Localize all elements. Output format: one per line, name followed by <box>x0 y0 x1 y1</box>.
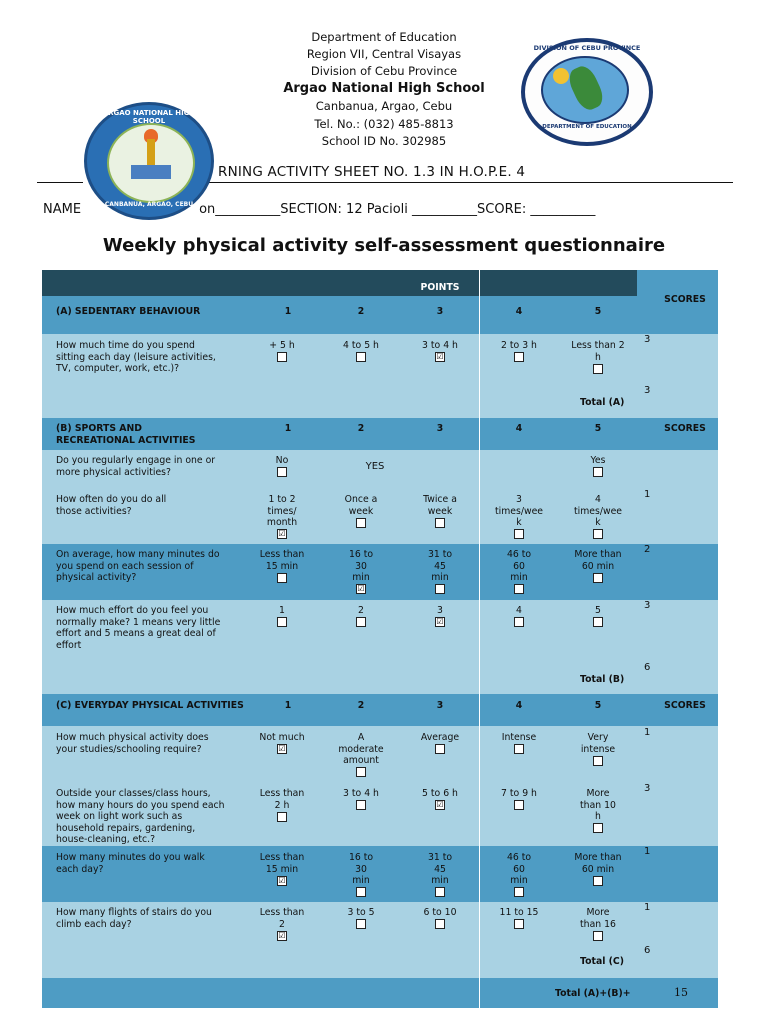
region-name: Region VII, Central Visayas <box>306 47 462 61</box>
option-label: 3 to 4 h <box>422 340 458 351</box>
question-c3: How many minutes do you walk each day? <box>56 852 205 875</box>
col-num-3: 3 <box>436 700 444 711</box>
checkbox[interactable] <box>514 800 524 810</box>
checkbox[interactable] <box>593 529 603 539</box>
option-label: Intense <box>501 732 537 743</box>
option-label: Average <box>420 732 460 743</box>
option-label: 3 to 5 <box>347 907 375 918</box>
option-label: 2 <box>358 605 364 616</box>
checkbox[interactable] <box>593 467 603 477</box>
column-divider <box>479 270 480 1008</box>
checkbox[interactable] <box>435 919 445 929</box>
option-c1-1 <box>252 732 312 755</box>
option-label: 4 times/wee k <box>573 494 623 528</box>
option-b3-2 <box>331 549 391 595</box>
option-label: No <box>275 455 289 466</box>
option-b3-4 <box>489 549 549 595</box>
checkbox[interactable] <box>514 352 524 362</box>
checkbox[interactable] <box>593 931 603 941</box>
total-a-label: Total (A) <box>580 397 625 408</box>
checkbox[interactable] <box>356 518 366 528</box>
checkbox[interactable] <box>356 887 366 897</box>
checkbox[interactable] <box>514 529 524 539</box>
checkbox[interactable] <box>514 744 524 754</box>
option-label: Less than 2 h <box>571 340 625 363</box>
option-label: 4 <box>516 605 522 616</box>
questionnaire-title: Weekly physical activity self-assessment questionnaire <box>102 235 666 256</box>
option-c2-5 <box>568 788 628 834</box>
col-num-3: 3 <box>436 423 444 434</box>
checkbox[interactable] <box>514 887 524 897</box>
option-label: Less than 2 h <box>259 788 305 811</box>
option-b3-1 <box>252 549 312 584</box>
option-label: 3 <box>437 605 443 616</box>
checkbox[interactable] <box>593 573 603 583</box>
option-c1-4 <box>489 732 549 755</box>
option-b1-no <box>252 455 312 478</box>
scores-label-c: SCORES <box>664 700 706 711</box>
checkbox-checked[interactable]: ☑ <box>278 744 286 753</box>
seal-right-text: DIVISION OF CEBU PROVINCE <box>533 44 641 52</box>
option-c4-1 <box>252 907 312 942</box>
option-b4-2 <box>331 605 391 628</box>
option-c2-4 <box>489 788 549 811</box>
option-label: Twice a week <box>423 494 457 517</box>
option-label: 2 to 3 h <box>501 340 537 351</box>
checkbox[interactable] <box>514 584 524 594</box>
seal-left-text: ARGAO NATIONAL HIGH SCHOOL <box>102 109 196 125</box>
option-label: Less than 15 min <box>259 549 305 572</box>
score-c2: 3 <box>644 783 651 794</box>
option-c4-5 <box>568 907 628 942</box>
checkbox[interactable] <box>435 744 445 754</box>
checkbox-checked[interactable]: ☑ <box>436 800 444 809</box>
checkbox[interactable] <box>277 617 287 627</box>
checkbox[interactable] <box>277 573 287 583</box>
option-label: Not much <box>259 732 305 743</box>
option-label: Less than 2 <box>259 907 305 930</box>
option-c2-3 <box>410 788 470 811</box>
sheet-title: RNING ACTIVITY SHEET NO. 1.3 IN H.O.P.E. 4 <box>218 164 526 180</box>
col-num-1: 1 <box>284 423 292 434</box>
points-label: POINTS <box>420 282 460 293</box>
option-label: Yes <box>590 455 606 466</box>
section-c-title: (C) EVERYDAY PHYSICAL ACTIVITIES <box>56 700 244 711</box>
option-b2-2 <box>331 494 391 529</box>
section-a-title: (A) SEDENTARY BEHAVIOUR <box>56 306 201 317</box>
option-b4-1 <box>252 605 312 628</box>
dept-name: Department of Education <box>311 30 457 44</box>
option-b4-5 <box>568 605 628 628</box>
option-a1-3 <box>410 340 470 363</box>
checkbox[interactable] <box>356 800 366 810</box>
question-b4: How much effort do you feel you normally make? 1 means very little effort and 5 means a great deal of effort <box>56 605 221 651</box>
division-name: Division of Cebu Province <box>310 64 458 78</box>
option-a1-1 <box>252 340 312 363</box>
seal-right-bottom: DEPARTMENT OF EDUCATION <box>542 124 632 130</box>
col-num-5: 5 <box>594 306 602 317</box>
col-num-4: 4 <box>515 700 523 711</box>
option-b3-5 <box>568 549 628 584</box>
option-label: 7 to 9 h <box>501 788 537 799</box>
option-b4-3 <box>410 605 470 628</box>
option-c4-3 <box>410 907 470 930</box>
title-rule-right <box>205 182 733 183</box>
total-b-value: 6 <box>644 662 651 673</box>
total-b-label: Total (B) <box>580 674 625 685</box>
option-label: 31 to 45 min <box>427 549 453 583</box>
option-a1-4 <box>489 340 549 363</box>
checkbox[interactable] <box>277 352 287 362</box>
option-c3-2 <box>331 852 391 898</box>
checkbox[interactable] <box>593 617 603 627</box>
checkbox[interactable] <box>593 756 603 766</box>
option-label: More than 60 min <box>574 852 622 875</box>
option-b2-4 <box>489 494 549 540</box>
checkbox[interactable] <box>356 919 366 929</box>
option-label: More than 60 min <box>574 549 622 572</box>
grand-total-value: 15 <box>674 986 688 999</box>
points-header-dark <box>42 270 718 296</box>
name-label: NAME <box>43 202 82 217</box>
question-a1: How much time do you spend sitting each day (leisure activities, TV, computer, work, etc.)? <box>56 340 216 374</box>
question-b3: On average, how many minutes do you spend on each session of physical activity? <box>56 549 220 583</box>
option-c3-3 <box>410 852 470 898</box>
checkbox[interactable] <box>514 919 524 929</box>
col-num-3: 3 <box>436 306 444 317</box>
option-label: 16 to 30 min <box>348 852 374 886</box>
col-num-2: 2 <box>357 700 365 711</box>
score-a1: 3 <box>644 334 651 345</box>
score-b2: 1 <box>644 489 651 500</box>
checkbox[interactable] <box>277 812 287 822</box>
col-num-1: 1 <box>284 700 292 711</box>
score-c3: 1 <box>644 846 651 857</box>
option-label: 3 times/wee k <box>494 494 544 528</box>
checkbox[interactable] <box>514 617 524 627</box>
option-b3-3 <box>410 549 470 595</box>
option-label: 31 to 45 min <box>427 852 453 886</box>
section-score-line: on__________SECTION: 12 Pacioli __________SCORE: __________ <box>199 202 596 217</box>
option-b2-3 <box>410 494 470 529</box>
option-label: 5 <box>595 605 601 616</box>
score-b4: 3 <box>644 600 651 611</box>
total-a-value: 3 <box>644 385 651 396</box>
division-seal-logo <box>521 38 653 146</box>
option-c2-2 <box>331 788 391 811</box>
checkbox-checked[interactable]: ☑ <box>357 584 365 593</box>
checkbox[interactable] <box>356 352 366 362</box>
option-c2-1 <box>252 788 312 823</box>
title-rule-left <box>37 182 83 183</box>
option-b2-1 <box>252 494 312 540</box>
school-address: Canbanua, Argao, Cebu <box>315 99 453 113</box>
col-num-2: 2 <box>357 306 365 317</box>
option-label: 16 to 30 min <box>348 549 374 583</box>
checkbox-checked[interactable]: ☑ <box>278 529 286 538</box>
question-c1: How much physical activity does your studies/schooling require? <box>56 732 209 755</box>
school-id: School ID No. 302985 <box>321 134 447 148</box>
checkbox[interactable] <box>593 364 603 374</box>
score-b3: 2 <box>644 544 651 555</box>
option-label: Less than 15 min <box>259 852 305 875</box>
option-b1-yes <box>568 455 628 478</box>
col-num-5: 5 <box>594 423 602 434</box>
option-label: A moderate amount <box>338 732 384 766</box>
option-label: 6 to 10 <box>423 907 457 918</box>
answer-yes-typed: YES <box>365 461 385 472</box>
col-num-5: 5 <box>594 700 602 711</box>
total-c-value: 6 <box>644 945 651 956</box>
option-label: 1 <box>279 605 285 616</box>
question-b2: How often do you do all those activities? <box>56 494 167 517</box>
option-label: Very intense <box>580 732 616 755</box>
question-b1: Do you regularly engage in one or more physical activities? <box>56 455 216 478</box>
option-c3-1 <box>252 852 312 887</box>
checkbox[interactable] <box>435 518 445 528</box>
scores-header-cell <box>637 270 718 296</box>
option-label: 3 to 4 h <box>343 788 379 799</box>
option-label: 11 to 15 <box>499 907 539 918</box>
option-label: + 5 h <box>269 340 295 351</box>
col-num-2: 2 <box>357 423 365 434</box>
option-b2-5 <box>568 494 628 540</box>
checkbox[interactable] <box>356 767 366 777</box>
school-tel: Tel. No.: (032) 485-8813 <box>314 117 454 131</box>
option-c1-2 <box>331 732 391 778</box>
section-b-title: (B) SPORTS AND RECREATIONAL ACTIVITIES <box>56 423 196 446</box>
option-label: 4 to 5 h <box>343 340 379 351</box>
option-label: More than 16 <box>580 907 616 930</box>
grand-total-label: Total (A)+(B)+ <box>555 988 631 999</box>
option-label: 1 to 2 times/ month <box>266 494 298 528</box>
option-label: More than 10 h <box>580 788 616 822</box>
checkbox-checked[interactable]: ☑ <box>436 352 444 361</box>
option-c4-2 <box>331 907 391 930</box>
checkbox-checked[interactable]: ☑ <box>278 930 286 940</box>
option-a1-5 <box>568 340 628 375</box>
col-num-4: 4 <box>515 423 523 434</box>
score-c4: 1 <box>644 902 651 913</box>
checkbox[interactable] <box>356 617 366 627</box>
question-c2: Outside your classes/class hours, how many hours do you spend each week on light work such as household repairs, gardening, house-cleaning, etc.? <box>56 788 225 845</box>
checkbox[interactable] <box>435 887 445 897</box>
checkbox[interactable] <box>593 876 603 886</box>
option-label: 5 to 6 h <box>422 788 458 799</box>
checkbox[interactable] <box>277 467 287 477</box>
checkbox-checked[interactable]: ☑ <box>436 617 444 626</box>
option-b4-4 <box>489 605 549 628</box>
question-c4: How many flights of stairs do you climb each day? <box>56 907 212 930</box>
score-c1: 1 <box>644 727 651 738</box>
school-name: Argao National High School <box>283 81 485 96</box>
option-label: Once a week <box>344 494 378 517</box>
col-num-1: 1 <box>284 306 292 317</box>
checkbox[interactable] <box>593 823 603 833</box>
option-c1-5 <box>568 732 628 767</box>
option-c1-3 <box>410 732 470 755</box>
scores-label-b: SCORES <box>664 423 706 434</box>
option-c4-4 <box>489 907 549 930</box>
total-c-label: Total (C) <box>580 956 624 967</box>
option-label: 46 to 60 min <box>506 549 532 583</box>
checkbox-checked[interactable]: ☑ <box>278 875 286 885</box>
option-a1-2 <box>331 340 391 363</box>
option-label: 46 to 60 min <box>506 852 532 886</box>
checkbox[interactable] <box>435 584 445 594</box>
scores-label-top: SCORES <box>664 294 706 305</box>
name-section-line <box>43 202 595 217</box>
option-c3-4 <box>489 852 549 898</box>
col-num-4: 4 <box>515 306 523 317</box>
option-c3-5 <box>568 852 628 887</box>
seal-left-bottom: CANBANUA, ARGAO, CEBU <box>104 201 194 208</box>
